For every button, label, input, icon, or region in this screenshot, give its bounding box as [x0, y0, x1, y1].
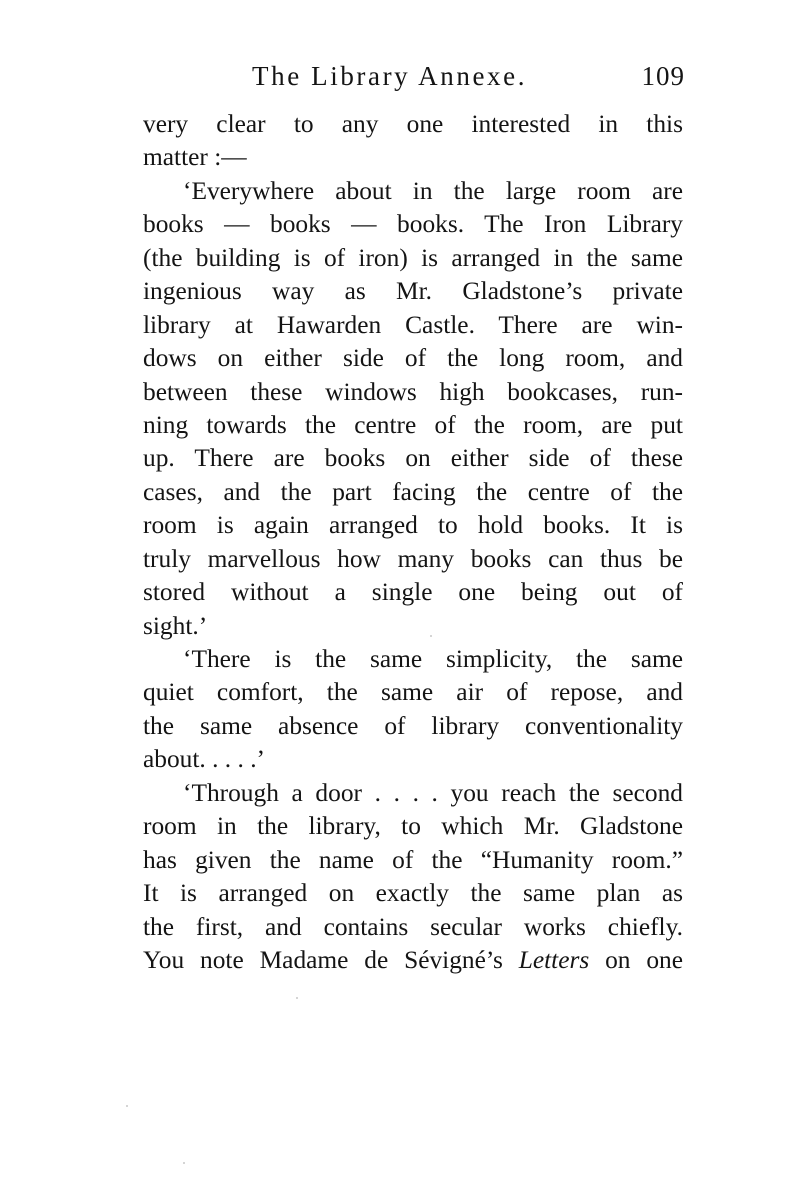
text-line: ingenious way as Mr. Gladstone’s private: [143, 277, 683, 306]
scan-speck: [126, 1105, 128, 1107]
text-line-last: [143, 944, 683, 977]
scan-speck: [183, 1162, 185, 1164]
text-line: dows on either side of the long room, and: [143, 344, 683, 373]
text-line: cases, and the part facing the centre of the: [143, 477, 683, 506]
text-line: sight.’: [143, 611, 208, 640]
text-line: very clear to any one interested in this: [143, 110, 683, 138]
text-line: room is again arranged to hold books. It is: [143, 511, 683, 540]
text-line: ning towards the centre of the room, are put: [143, 410, 683, 439]
text-fragment: You note Madame de Sévigné’s: [143, 945, 503, 974]
text-line: the first, and contains secular works chiefly.: [143, 912, 683, 941]
running-head: [140, 58, 685, 98]
text-line: the same absence of library conventionality: [143, 711, 683, 740]
text-line: library at Hawarden Castle. There are win-: [143, 310, 683, 339]
running-title: The Library Annexe.: [252, 61, 528, 91]
text-line: up. There are books on either side of these: [143, 444, 683, 473]
text-line: ‘Everywhere about in the large room are: [183, 176, 683, 205]
text-line: ‘Through a door . . . . you reach the second: [183, 778, 683, 807]
text-line: stored without a single one being out of: [143, 578, 683, 607]
scan-speck: [430, 635, 432, 637]
text-line: has given the name of the “Humanity room.”: [143, 845, 683, 874]
text-line: room in the library, to which Mr. Gladstone: [143, 812, 683, 841]
text-line: between these windows high bookcases, run-: [143, 377, 683, 406]
text-line: books — books — books. The Iron Library: [143, 210, 683, 239]
italic-title: Letters: [518, 945, 590, 974]
text-line: matter :—: [143, 143, 247, 172]
text-line: It is arranged on exactly the same plan as: [143, 879, 683, 908]
text-line: (the building is of iron) is arranged in the same: [143, 243, 683, 272]
body-text: [143, 108, 683, 977]
page-number: 109: [641, 61, 685, 91]
text-line: quiet comfort, the same air of repose, and: [143, 678, 683, 707]
text-line: ‘There is the same simplicity, the same: [183, 645, 683, 673]
text-line: truly marvellous how many books can thus be: [143, 544, 683, 573]
text-line: about. . . . .’: [143, 745, 265, 774]
scan-speck: [296, 997, 298, 999]
text-fragment: on one: [605, 945, 683, 974]
